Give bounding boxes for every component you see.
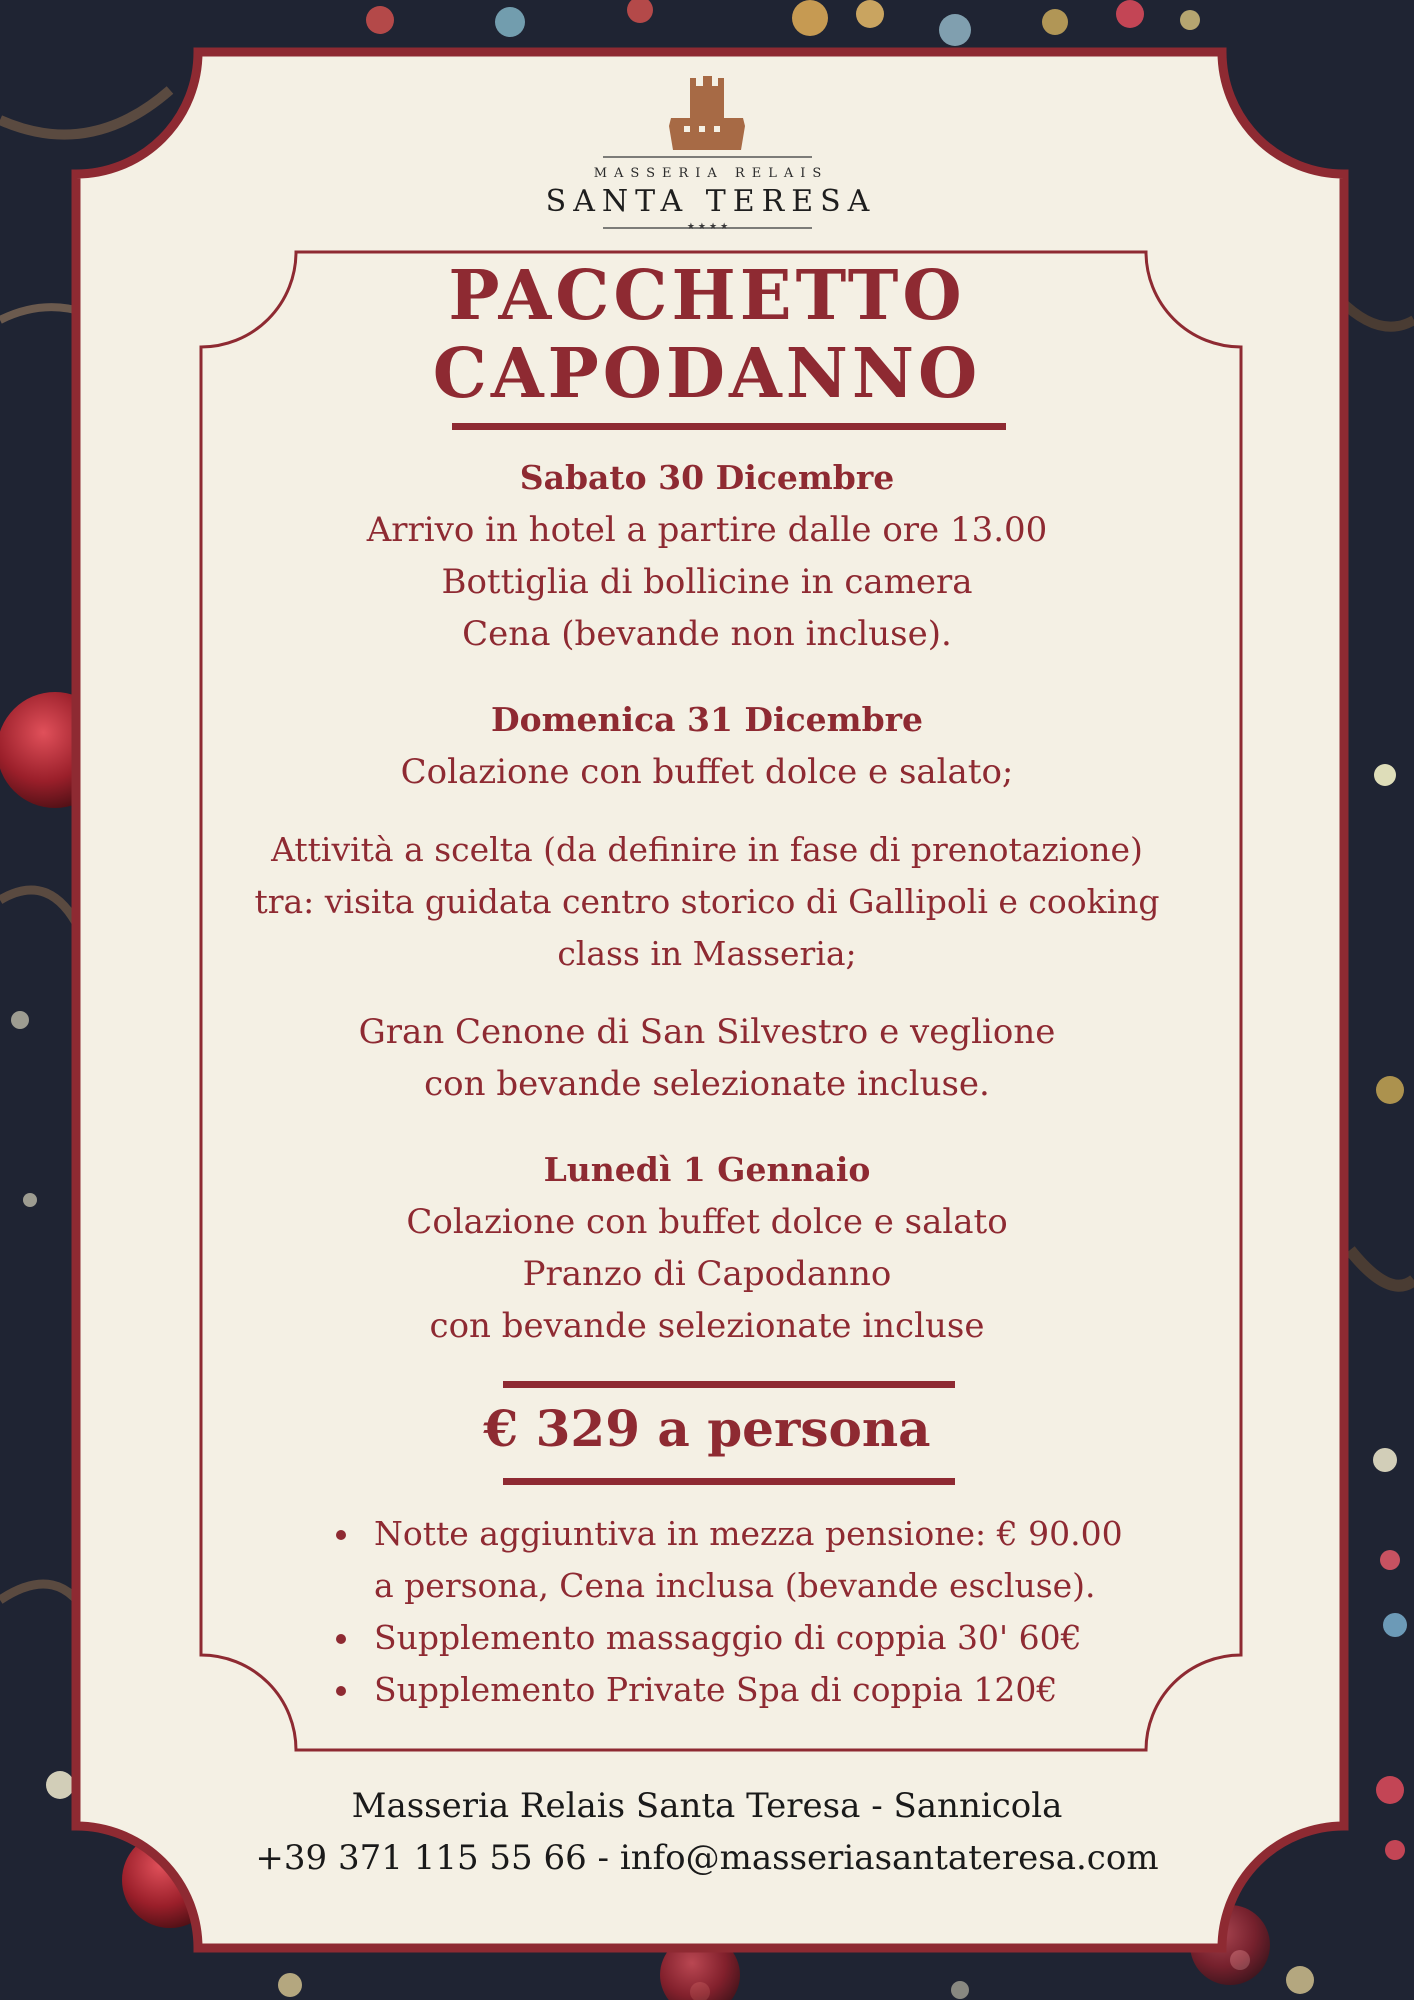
saturday-line-1: Arrivo in hotel a partire dalle ore 13.00 [366,510,1048,550]
extra-night-line-2: a persona, Cena inclusa (bevande escluse). [374,1566,1096,1605]
title-line-2: CAPODANNO [432,334,982,414]
sunday-activity-line-2: tra: visita guidata centro storico di Gallipoli e cooking [254,882,1160,921]
sunday-breakfast: Colazione con buffet dolce e salato; [400,752,1014,792]
logo-subtitle: MASSERIA RELAIS [593,166,829,181]
sunday-dinner-line-2: con bevande selezionate incluse. [424,1064,990,1104]
title-line-1: PACCHETTO [448,256,966,336]
monday-line-1: Colazione con buffet dolce e salato [406,1202,1008,1242]
logo-name: SANTA TERESA [545,184,877,219]
sunday-activity-line-3: class in Masseria; [557,934,857,973]
price: € 329 a persona [483,1399,931,1458]
saturday-line-3: Cena (bevande non incluse). [462,614,952,654]
day-heading-monday: Lunedì 1 Gennaio [543,1150,871,1189]
extras-list [330,1508,1230,1716]
day-heading-sunday: Domenica 31 Dicembre [490,700,924,739]
extra-item-night [330,1508,1230,1612]
day-heading-saturday: Sabato 30 Dicembre [519,458,895,497]
extra-spa-text: Supplemento Private Spa di coppia 120€ [374,1670,1058,1709]
saturday-line-2: Bottiglia di bollicine in camera [441,562,973,602]
footer-contact: +39 371 115 55 66 - info@masseriasantateresa.com [255,1838,1159,1878]
monday-line-2: Pranzo di Capodanno [522,1254,892,1294]
sunday-activity-line-1: Attività a scelta (da definire in fase di prenotazione) [271,830,1143,869]
extra-item-spa [330,1664,1230,1716]
price-rule-bottom [503,1478,955,1485]
extra-night-line-1: Notte aggiuntiva in mezza pensione: € 90.00 [374,1514,1123,1553]
logo-stars: ★★★★ [686,222,732,232]
sunday-dinner-line-1: Gran Cenone di San Silvestro e veglione [358,1012,1056,1052]
extra-massage-text: Supplemento massaggio di coppia 30' 60€ [374,1618,1082,1657]
title-underline [452,423,1006,430]
footer-address: Masseria Relais Santa Teresa - Sannicola [351,1786,1063,1826]
extra-item-massage [330,1612,1230,1664]
tower-icon [669,76,745,150]
monday-line-3: con bevande selezionate incluse [429,1306,985,1346]
price-rule-top [503,1381,955,1388]
